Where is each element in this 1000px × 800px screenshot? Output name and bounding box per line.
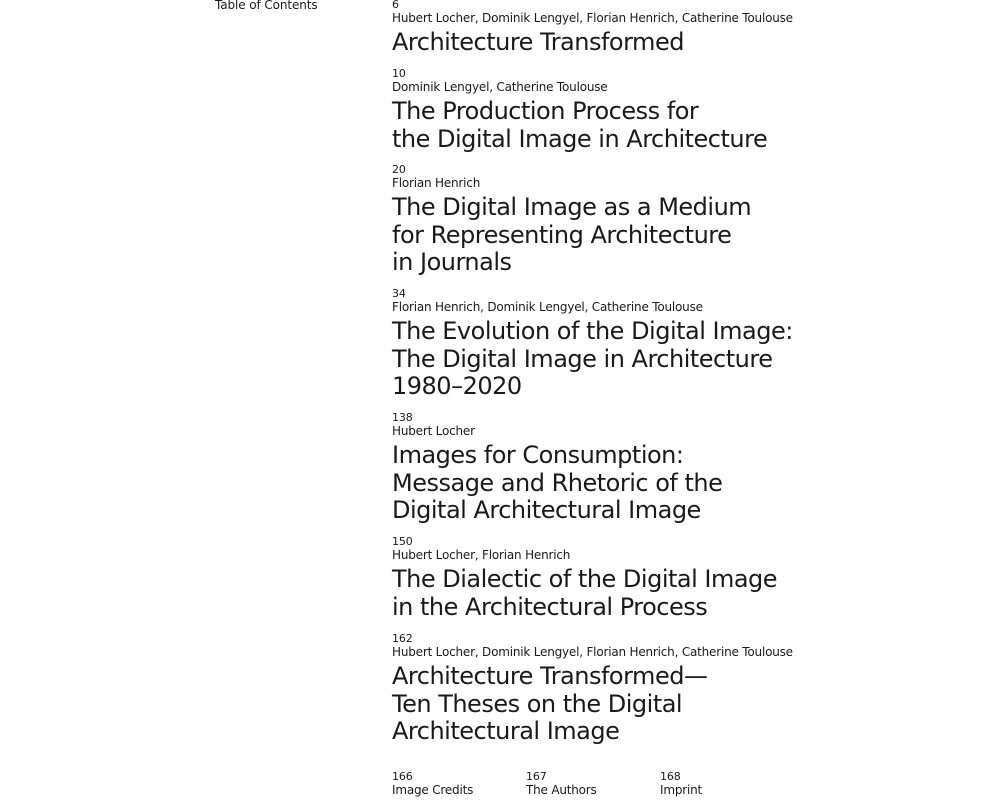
entry-title[interactable]: The Digital Image as a Medium for Representing Architecture in Journals	[392, 193, 752, 277]
entry-authors: Hubert Locher, Dominik Lengyel, Florian Henrich, Catherine Toulouse	[392, 645, 793, 659]
entry-title[interactable]: The Dialectic of the Digital Image in the Architectural Process	[392, 565, 778, 621]
entry-authors: Florian Henrich, Dominik Lengyel, Catherine Toulouse	[392, 300, 703, 314]
entry-authors: Hubert Locher	[392, 424, 475, 438]
back-matter-page-number: 166	[392, 770, 413, 783]
toc-entry[interactable]	[392, 411, 952, 525]
entry-title[interactable]: The Evolution of the Digital Image: The Digital Image in Architecture 1980–2020	[392, 317, 793, 401]
entry-page-number: 162	[392, 632, 413, 645]
entry-authors: Florian Henrich	[392, 176, 481, 190]
entry-page-number: 138	[392, 411, 413, 424]
back-matter-item[interactable]	[660, 770, 702, 797]
entry-page-number: 6	[392, 0, 399, 11]
entry-page-number: 10	[392, 67, 406, 80]
toc-entry[interactable]	[392, 535, 952, 621]
back-matter-item[interactable]	[526, 770, 597, 797]
back-matter-page-number: 168	[660, 770, 681, 783]
entry-page-number: 20	[392, 163, 406, 176]
toc-entry[interactable]	[392, 287, 952, 401]
entry-page-number: 34	[392, 287, 406, 300]
entry-title[interactable]: Images for Consumption: Message and Rhetoric of the Digital Architectural Image	[392, 441, 723, 525]
toc-entry[interactable]	[392, 632, 952, 746]
back-matter-label[interactable]: Imprint	[660, 783, 703, 797]
entry-authors: Hubert Locher, Florian Henrich	[392, 548, 571, 562]
back-matter-page-number: 167	[526, 770, 547, 783]
toc-entry[interactable]	[392, 0, 952, 57]
back-matter-label[interactable]: The Authors	[526, 783, 597, 797]
entry-title[interactable]: Architecture Transformed— Ten Theses on the Digital Architectural Image	[392, 662, 708, 746]
toc-heading: Table of Contents	[215, 0, 318, 12]
entry-authors: Dominik Lengyel, Catherine Toulouse	[392, 80, 608, 94]
entry-authors: Hubert Locher, Dominik Lengyel, Florian Henrich, Catherine Toulouse	[392, 11, 793, 25]
toc-entry[interactable]	[392, 163, 952, 277]
back-matter-item[interactable]	[392, 770, 473, 797]
entry-page-number: 150	[392, 535, 413, 548]
back-matter-label[interactable]: Image Credits	[392, 783, 474, 797]
toc-entry[interactable]	[392, 67, 952, 153]
entry-title[interactable]: Architecture Transformed	[392, 28, 684, 56]
entry-title[interactable]: The Production Process for the Digital Image in Architecture	[392, 97, 768, 153]
